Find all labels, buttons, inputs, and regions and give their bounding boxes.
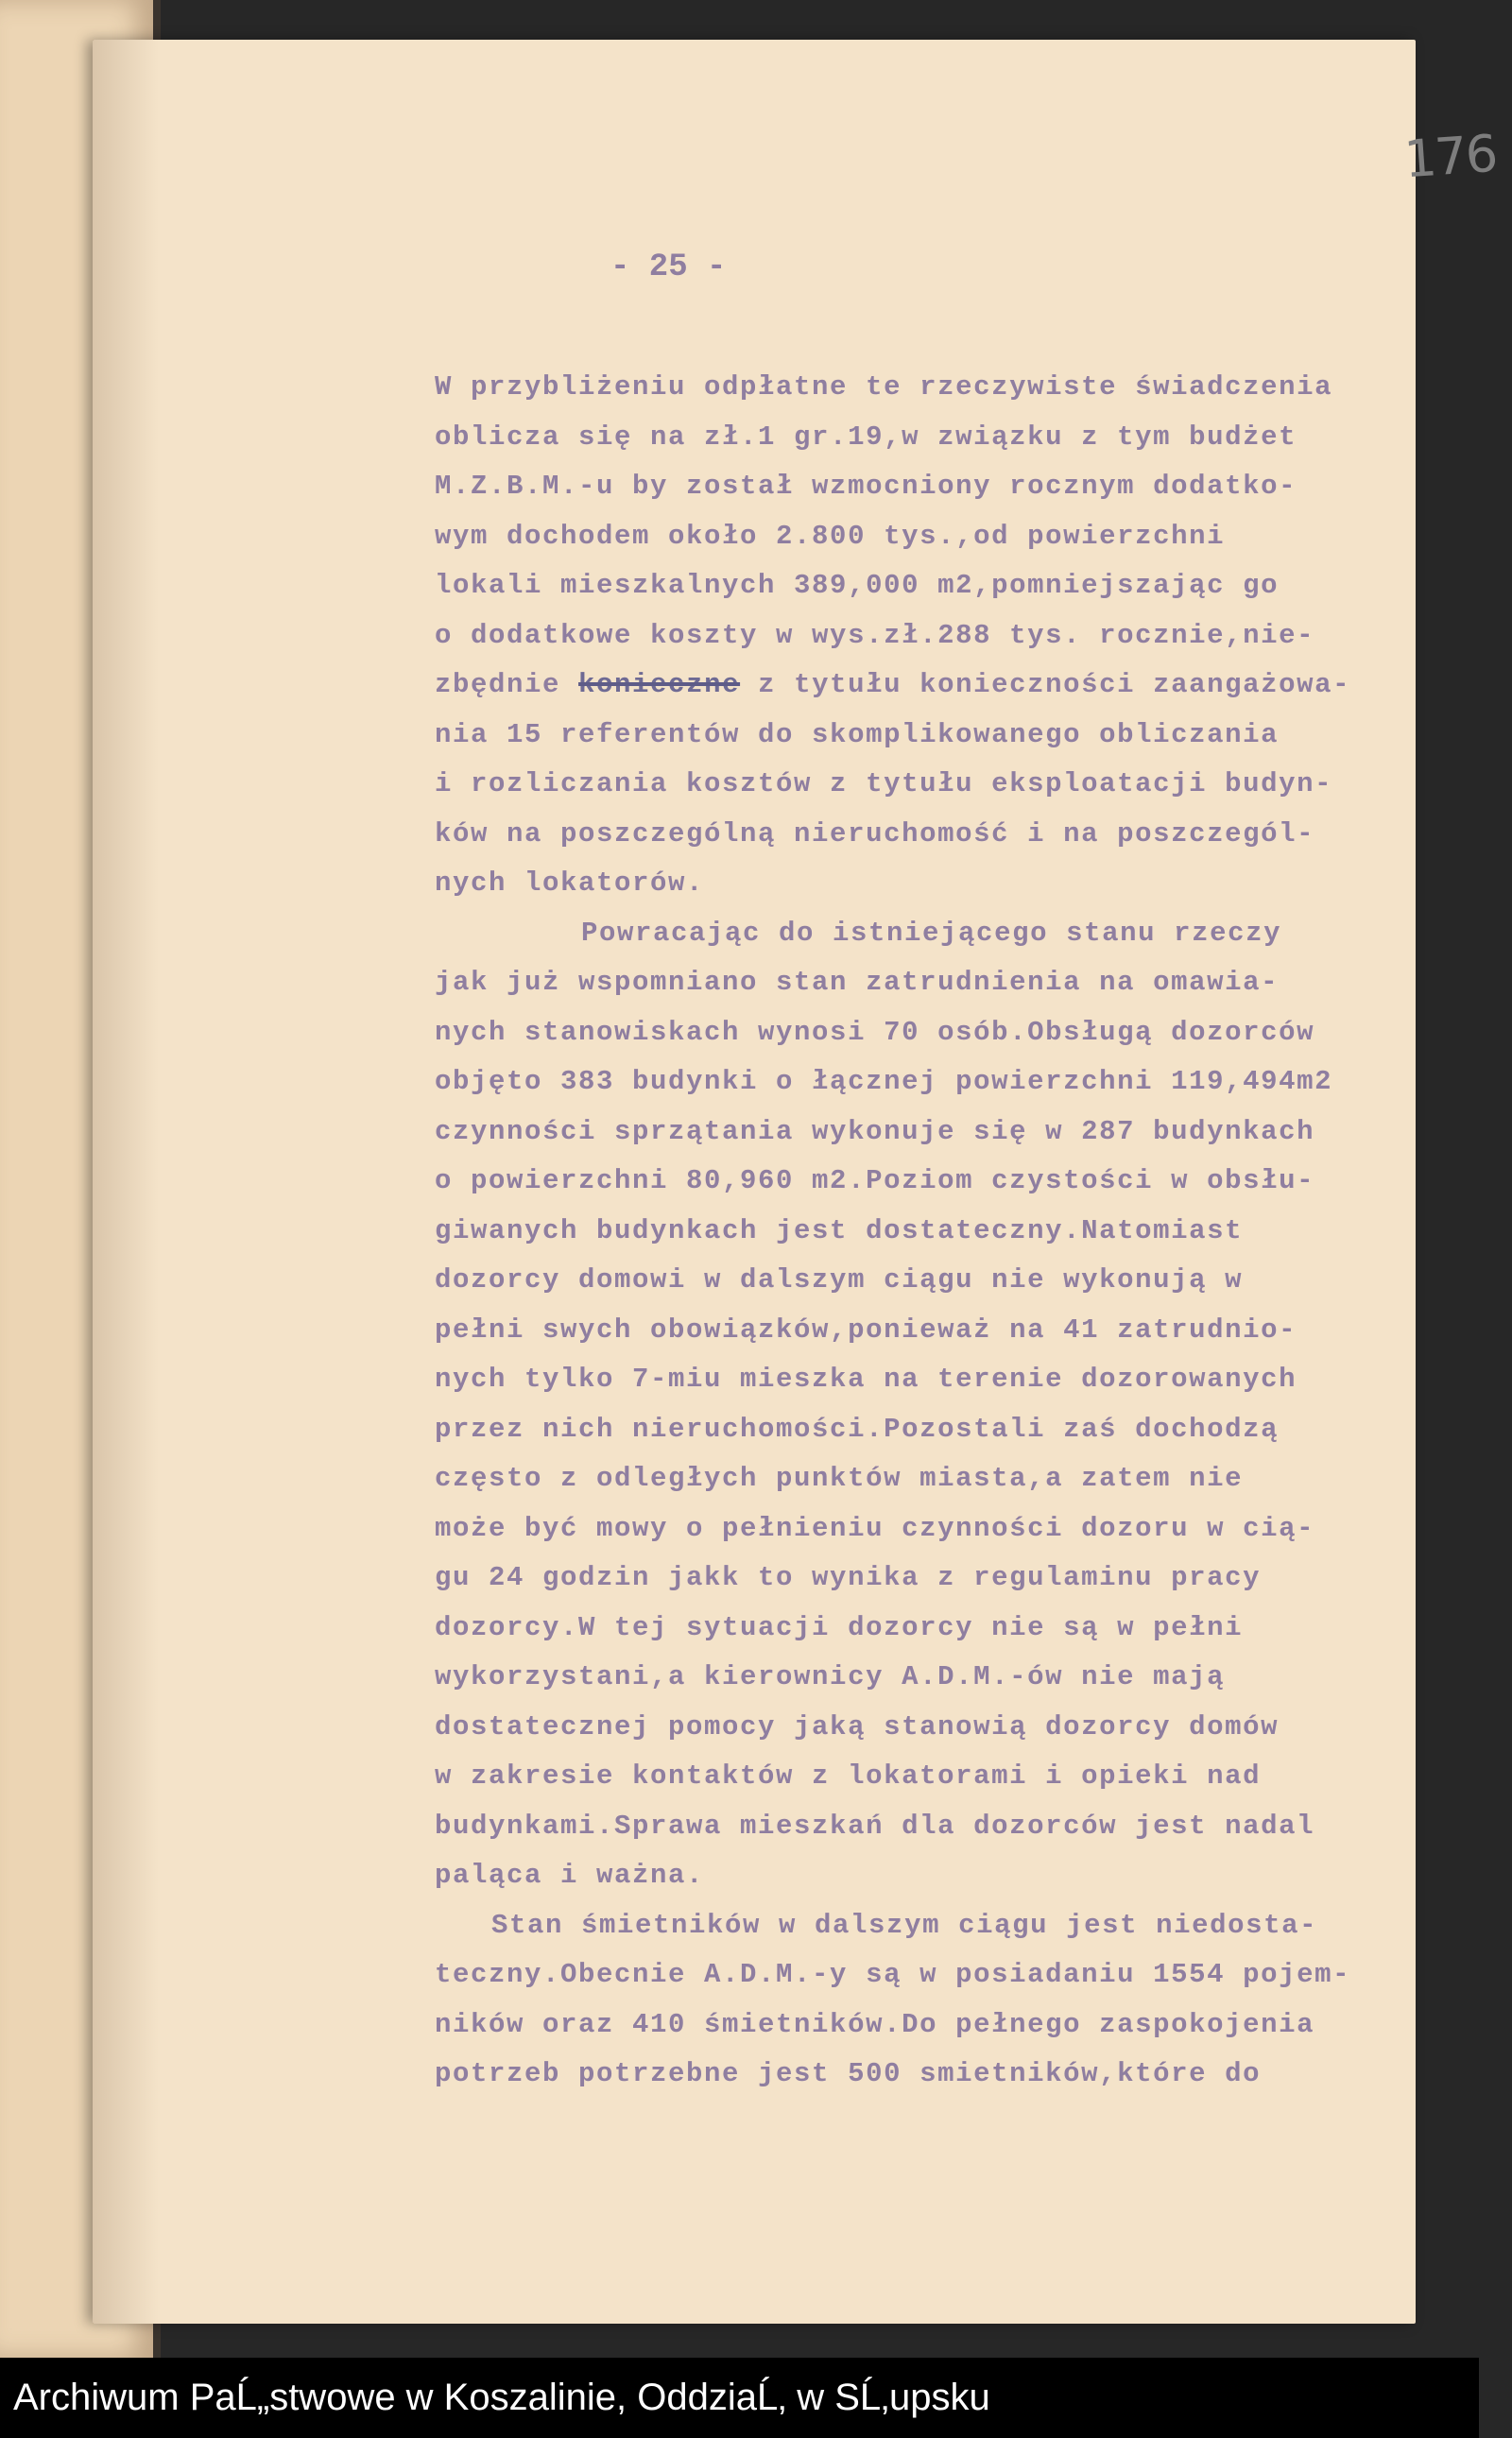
page-number: - 25 - bbox=[610, 249, 727, 285]
archive-caption-bar: Archiwum PaĹ„stwowe w Koszalinie, OddziaĹ‚ w SĹ‚upsku bbox=[0, 2358, 1479, 2438]
text-line: czynności sprzątania wykonuje się w 287 budynkach bbox=[435, 1115, 1315, 1147]
text-line: o powierzchni 80,960 m2.Poziom czystości w obsłu- bbox=[435, 1165, 1315, 1196]
text-line: o dodatkowe koszty w wys.zł.288 tys. rocznie,nie- bbox=[435, 619, 1315, 651]
typewritten-body bbox=[435, 363, 1512, 2100]
text-line: giwanych budynkach jest dostateczny.Natomiast bbox=[435, 1214, 1244, 1246]
text-line: dostatecznej pomocy jaką stanowią dozorcy domów bbox=[435, 1710, 1280, 1743]
text-line: może być mowy o pełnieniu czynności dozoru w cią- bbox=[435, 1512, 1315, 1544]
folio-number: 176 bbox=[1401, 123, 1499, 190]
text-line: pełni swych obowiązków,ponieważ na 41 zatrudnio- bbox=[435, 1313, 1297, 1346]
text-line: wykorzystani,a kierownicy A.D.M.-ów nie mają bbox=[435, 1661, 1226, 1692]
text-line: ników oraz 410 śmietników.Do pełnego zaspokojenia bbox=[435, 2008, 1315, 2040]
text-line: często z odległych punktów miasta,a zatem nie bbox=[435, 1463, 1244, 1494]
text-line: objęto 383 budynki o łącznej powierzchni 119,494m2 bbox=[435, 1066, 1333, 1097]
text-fragment: zbędnie bbox=[435, 669, 561, 700]
paragraph-start-line: Stan śmietników w dalszym ciągu jest niedosta- bbox=[491, 1909, 1318, 1941]
text-line: nych lokatorów. bbox=[435, 867, 705, 899]
text-line: oblicza się na zł.1 gr.19,w związku z tym budżet bbox=[435, 421, 1297, 453]
text-line: nych tylko 7-miu mieszka na terenie dozorowanych bbox=[435, 1364, 1297, 1395]
struck-word: konieczne bbox=[578, 669, 741, 700]
text-line: jak już wspomniano stan zatrudnienia na omawia- bbox=[435, 967, 1280, 998]
text-line: gu 24 godzin jakk to wynika z regulaminu pracy bbox=[435, 1562, 1262, 1593]
text-line: i rozliczania kosztów z tytułu eksploatacji budyn- bbox=[435, 768, 1333, 799]
paragraph-start-line: Powracając do istniejącego stanu rzeczy bbox=[581, 917, 1282, 949]
text-line: W przybliżeniu odpłatne te rzeczywiste świadczenia bbox=[435, 371, 1333, 403]
text-line: dozorcy.W tej sytuacji dozorcy nie są w pełni bbox=[435, 1611, 1244, 1643]
text-line: nia 15 referentów do skomplikowanego obliczania bbox=[435, 718, 1280, 750]
text-line: wym dochodem około 2.800 tys.,od powierzchni bbox=[435, 520, 1226, 552]
text-line: w zakresie kontaktów z lokatorami i opieki nad bbox=[435, 1760, 1262, 1792]
text-line: przez nich nieruchomości.Pozostali zaś dochodzą bbox=[435, 1413, 1280, 1445]
text-line-with-strike bbox=[435, 661, 1512, 711]
text-line: dozorcy domowi w dalszym ciągu nie wykonują w bbox=[435, 1264, 1244, 1296]
text-fragment: z tytułu konieczności zaangażowa- bbox=[758, 669, 1351, 700]
text-line: lokali mieszkalnych 389,000 m2,pomniejszając go bbox=[435, 570, 1280, 601]
document-page bbox=[93, 40, 1499, 2324]
text-line: nych stanowiskach wynosi 70 osób.Obsługą dozorców bbox=[435, 1016, 1315, 1048]
text-line: potrzeb potrzebne jest 500 smietników,które do bbox=[435, 2058, 1262, 2089]
text-line: budynkami.Sprawa mieszkań dla dozorców jest nadal bbox=[435, 1810, 1315, 1842]
text-line: M.Z.B.M.-u by został wzmocniony rocznym dodatko- bbox=[435, 471, 1297, 502]
text-line: teczny.Obecnie A.D.M.-y są w posiadaniu 1554 pojem- bbox=[435, 1959, 1351, 1990]
text-line: paląca i ważna. bbox=[435, 1860, 705, 1891]
text-line: ków na poszczególną nieruchomość i na poszczegól- bbox=[435, 817, 1315, 850]
